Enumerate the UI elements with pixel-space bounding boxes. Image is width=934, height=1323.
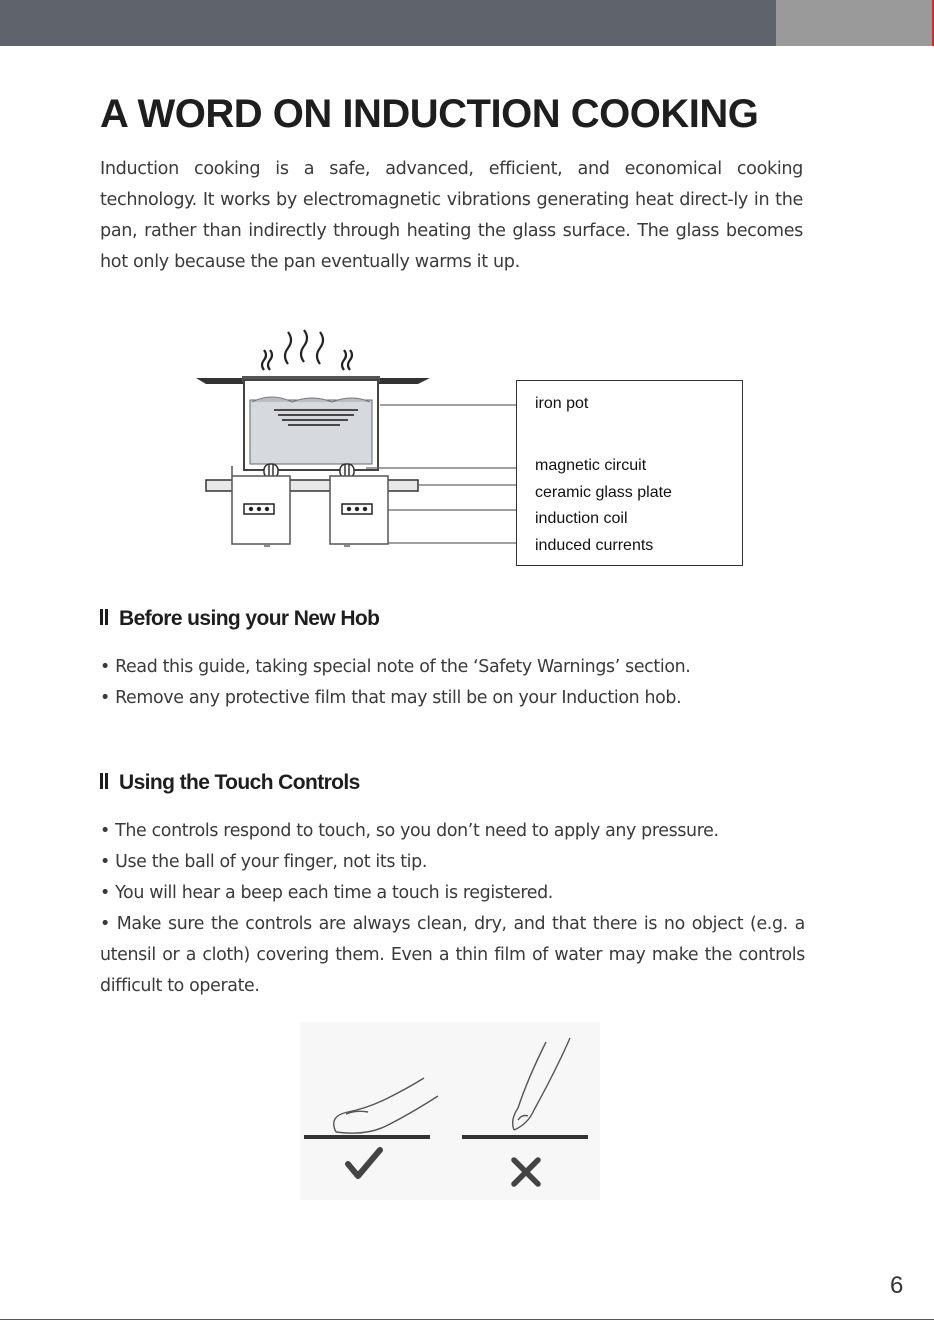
iron-pot-icon	[196, 376, 430, 470]
label-iron-pot: iron pot	[535, 395, 589, 412]
list-item: • The controls respond to touch, so you don’t need to apply any pressure.	[100, 816, 805, 847]
list-item: • You will hear a beep each time a touch is registered.	[100, 878, 805, 909]
induction-diagram	[190, 320, 520, 560]
touch-illustration	[300, 1022, 600, 1202]
header-bar	[0, 0, 776, 46]
page-number: 6	[890, 1272, 904, 1299]
section-marker-icon	[100, 771, 110, 795]
label-ceramic-glass-plate: ceramic glass plate	[535, 484, 672, 501]
surface-line	[462, 1135, 588, 1139]
list-item: • Read this guide, taking special note of the ‘Safety Warnings’ section.	[100, 652, 805, 683]
label-magnetic-circuit: magnetic circuit	[535, 457, 647, 474]
page-title: A WORD ON INDUCTION COOKING	[100, 92, 759, 136]
section-heading-before-using	[100, 607, 379, 633]
before-using-list	[100, 652, 805, 714]
section-marker-icon	[100, 607, 110, 631]
section-heading-touch-controls	[100, 771, 360, 797]
section-heading-text: Before using your New Hob	[119, 607, 380, 630]
touch-controls-list	[100, 816, 805, 1002]
diagram-legend	[516, 380, 743, 566]
section-heading-text: Using the Touch Controls	[119, 771, 360, 794]
label-induced-currents: induced currents	[535, 537, 654, 554]
header-bar-end	[776, 0, 932, 46]
intro-paragraph: Induction cooking is a safe, advanced, efficient, and economical cooking technology. It works by electromagnetic vibrations generating heat direct-ly in the pan, rather than indirectly through heating the glass surface. The glass becomes hot only because the pan eventually warms it up.	[100, 159, 803, 272]
list-item: • Use the ball of your finger, not its tip.	[100, 847, 805, 878]
list-item: • Make sure the controls are always clean, dry, and that there is no object (e.g. a utensil or a cloth) covering them. Even a thin film of water may make the controls difficult to operate.	[100, 909, 805, 1002]
surface-line	[304, 1135, 430, 1139]
label-induction-coil: induction coil	[535, 510, 628, 527]
steam-icon	[262, 330, 352, 370]
footer-rule	[0, 1319, 934, 1320]
list-item: • Remove any protective film that may still be on your Induction hob.	[100, 683, 805, 714]
induction-coil-icon	[232, 466, 388, 546]
